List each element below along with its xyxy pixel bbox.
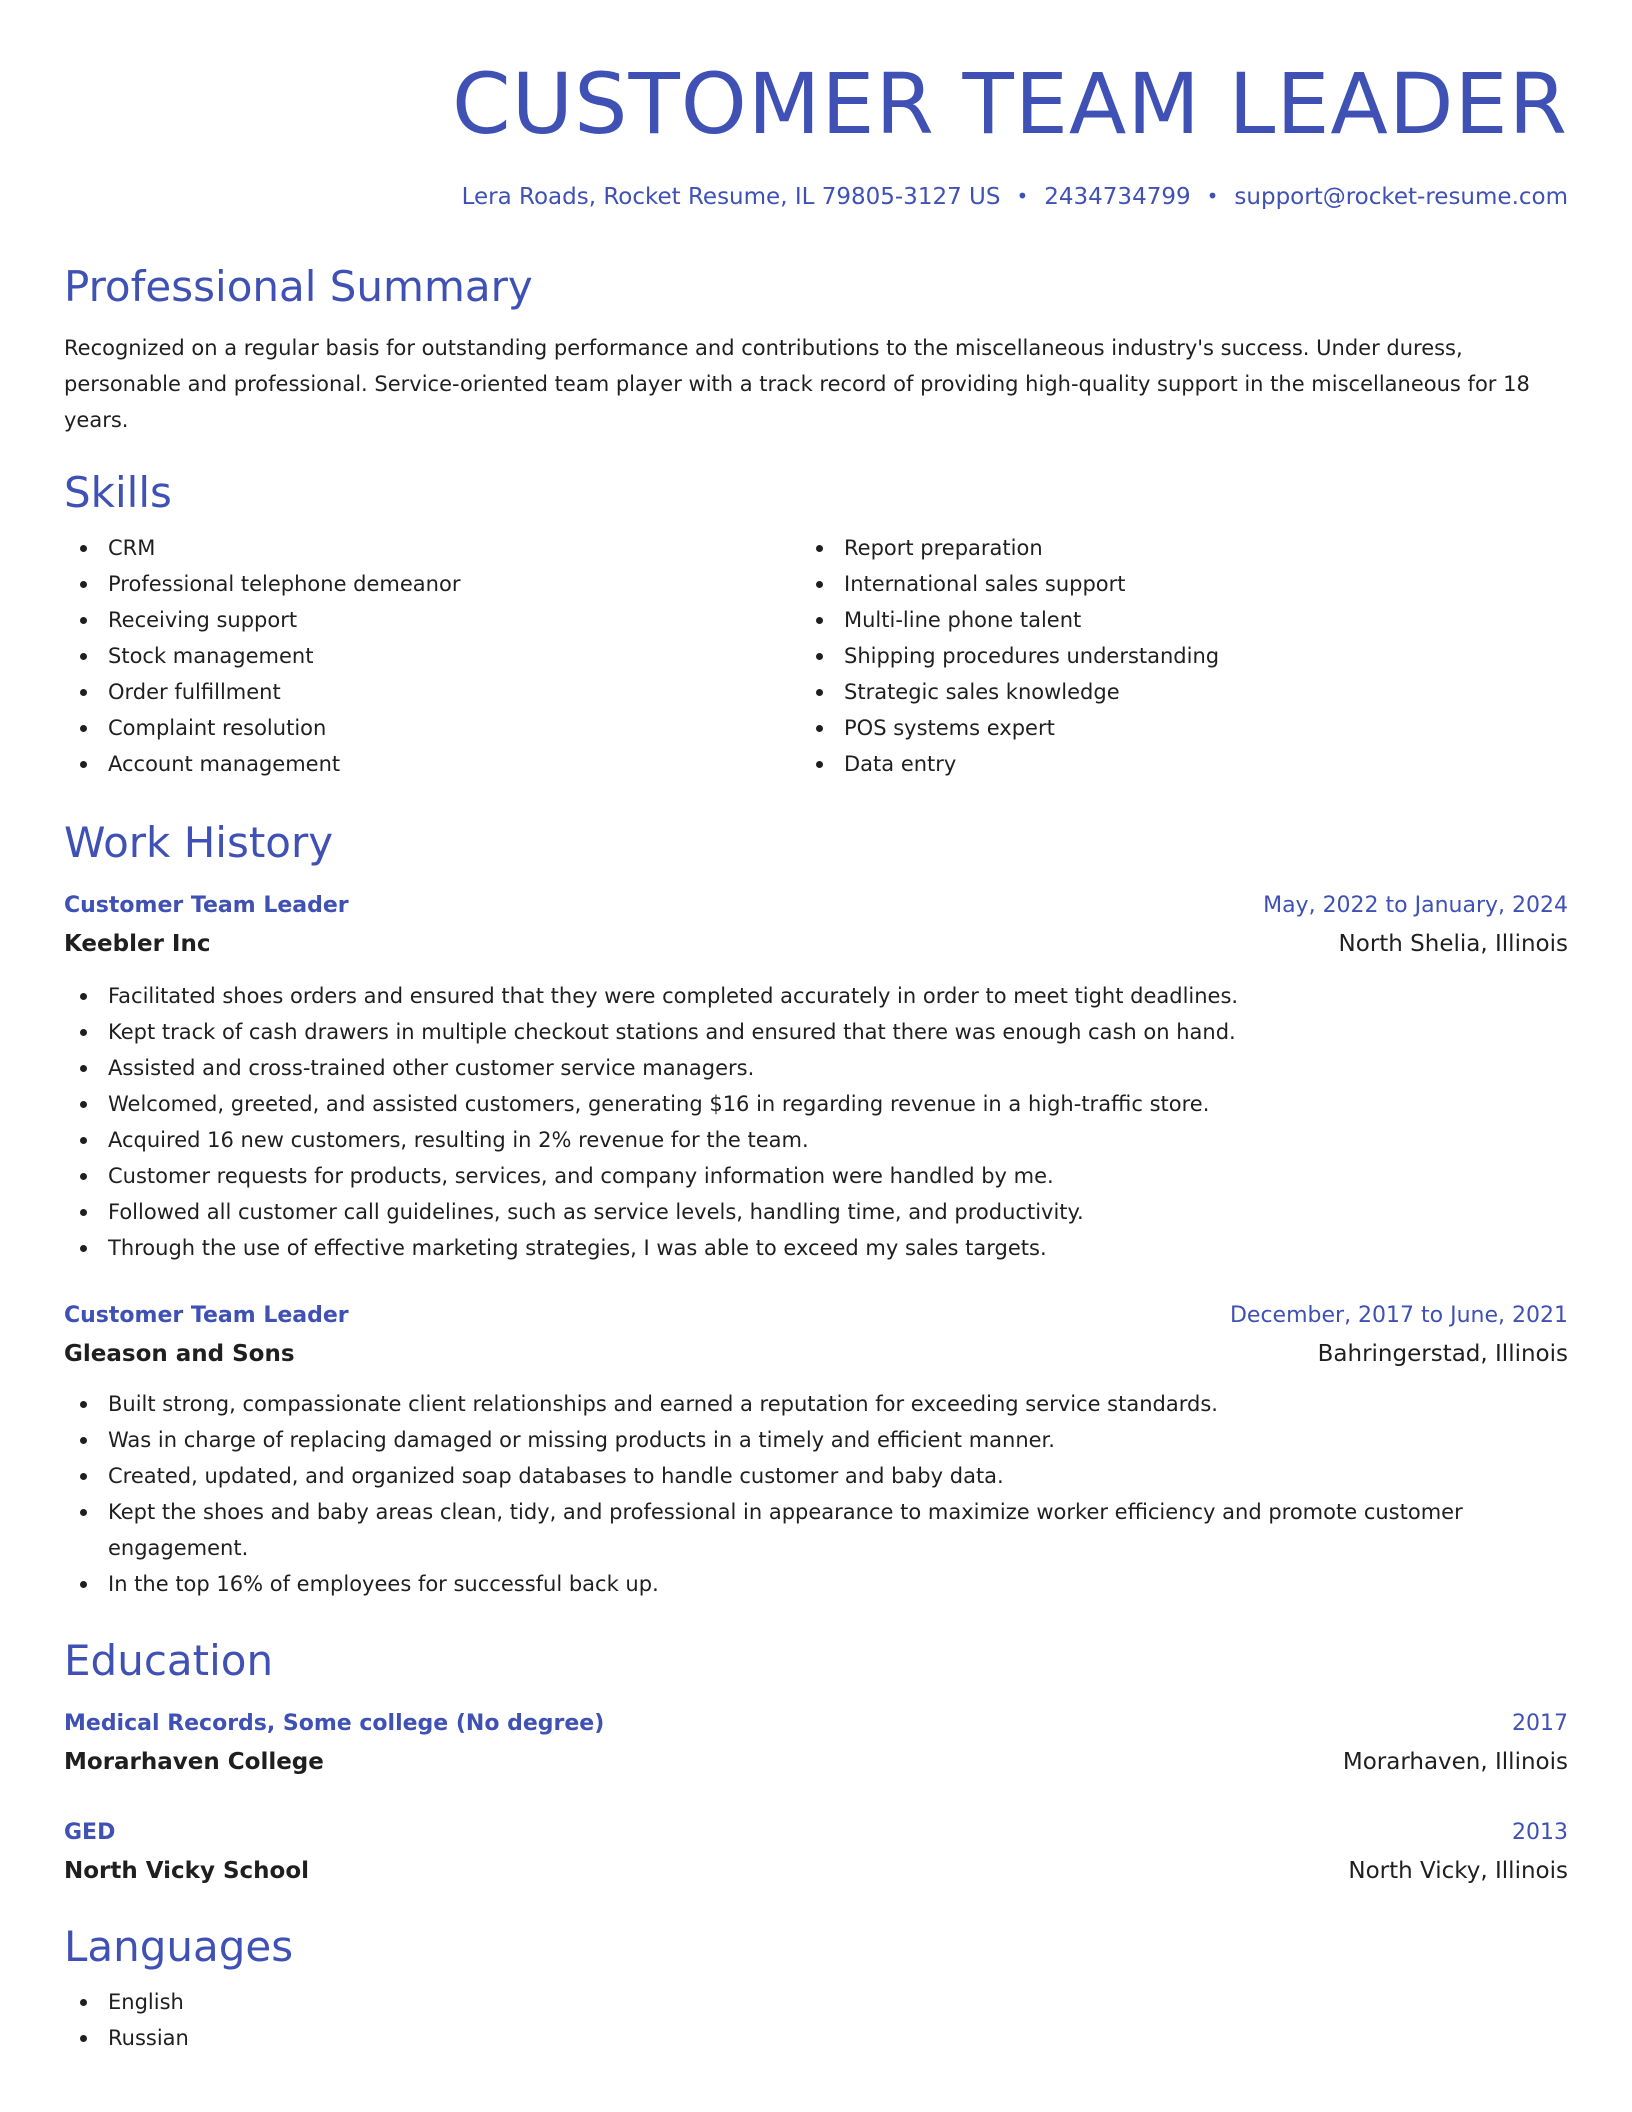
skills-list-left [64, 530, 800, 782]
language-item: English [64, 1984, 1568, 2020]
summary-text: Recognized on a regular basis for outstanding performance and contributions to the miscellaneous industry's success. Under duress, personable and professional. Service-oriented team player with a track record of providing high-quality support in the miscellaneous for 18 years. [64, 336, 1530, 432]
job-bullet: In the top 16% of employees for successful back up. [64, 1566, 1568, 1602]
job-bullet: Facilitated shoes orders and ensured that they were completed accurately in order to meet tight deadlines. [64, 978, 1568, 1014]
skills-list-right [800, 530, 1536, 782]
skills-section [64, 468, 1568, 782]
section-heading: Skills [64, 468, 172, 517]
skill-item: International sales support [800, 566, 1536, 602]
job-bullet: Welcomed, greeted, and assisted customers, generating $16 in regarding revenue in a high-traffic store. [64, 1086, 1568, 1122]
job-title: Customer Team Leader [64, 893, 349, 918]
skill-item: Professional telephone demeanor [64, 566, 800, 602]
contact-email: support@rocket-resume.com [1234, 184, 1568, 210]
job-bullet: Customer requests for products, services, and company information were handled by me. [64, 1158, 1568, 1194]
job-dates: December, 2017 to June, 2021 [1229, 1303, 1568, 1328]
job-bullet: Kept track of cash drawers in multiple checkout stations and ensured that there was enough cash on hand. [64, 1014, 1568, 1050]
education-subheader [64, 1742, 1568, 1782]
job-bullet: Assisted and cross-trained other customer service managers. [64, 1050, 1568, 1086]
job-bullet: Followed all customer call guidelines, such as service levels, handling time, and productivity. [64, 1194, 1568, 1230]
section-heading: Professional Summary [64, 262, 533, 311]
skill-item: Report preparation [800, 530, 1536, 566]
skill-item: Account management [64, 746, 800, 782]
skill-item: Multi-line phone talent [800, 602, 1536, 638]
skill-item: Shipping procedures understanding [800, 638, 1536, 674]
skill-item: Strategic sales knowledge [800, 674, 1536, 710]
skill-item: Order fulfillment [64, 674, 800, 710]
skills-grid [64, 530, 1568, 782]
contact-phone: 2434734799 [1044, 184, 1191, 210]
education-degree: GED [64, 1820, 116, 1845]
job-header [64, 888, 1568, 924]
section-heading: Work History [64, 818, 334, 867]
job-bullets [64, 1386, 1568, 1602]
job-bullet: Was in charge of replacing damaged or missing products in a timely and efficient manner. [64, 1422, 1568, 1458]
skill-item: Receiving support [64, 602, 800, 638]
education-year: 2013 [1512, 1820, 1568, 1845]
education-header [64, 1706, 1568, 1742]
job-bullet: Kept the shoes and baby areas clean, tidy, and professional in appearance to maximize worker efficiency and promote customer engagement. [64, 1494, 1568, 1566]
job-entry [64, 1298, 1568, 1602]
education-entry [64, 1815, 1568, 1891]
skill-item: Stock management [64, 638, 800, 674]
education-location: North Vicky, Illinois [1348, 1858, 1568, 1884]
education-subheader [64, 1851, 1568, 1891]
job-company: Gleason and Sons [64, 1341, 295, 1367]
job-location: Bahringerstad, Illinois [1317, 1341, 1568, 1367]
language-item: Russian [64, 2020, 1568, 2056]
job-header [64, 1298, 1568, 1334]
skill-item: Data entry [800, 746, 1536, 782]
education-header [64, 1815, 1568, 1851]
job-bullet: Through the use of effective marketing strategies, I was able to exceed my sales targets. [64, 1230, 1568, 1266]
skill-item: Complaint resolution [64, 710, 800, 746]
job-bullet: Acquired 16 new customers, resulting in 2% revenue for the team. [64, 1122, 1568, 1158]
languages-section [64, 1922, 1568, 2056]
summary-section [64, 262, 1568, 438]
skill-item: POS systems expert [800, 710, 1536, 746]
education-degree: Medical Records, Some college (No degree) [64, 1711, 605, 1736]
contact-address: Lera Roads, Rocket Resume, IL 79805-3127 US [461, 184, 1001, 210]
job-bullet: Built strong, compassionate client relationships and earned a reputation for exceeding service standards. [64, 1386, 1568, 1422]
education-entry [64, 1706, 1568, 1782]
separator-dot: • [1016, 184, 1029, 208]
section-heading: Languages [64, 1922, 294, 1971]
job-bullets [64, 978, 1568, 1266]
education-location: Morarhaven, Illinois [1342, 1749, 1568, 1775]
job-company: Keebler Inc [64, 931, 211, 957]
section-heading: Education [64, 1636, 274, 1685]
skill-item: CRM [64, 530, 800, 566]
contact-line [64, 186, 1568, 209]
education-school: Morarhaven College [64, 1749, 324, 1775]
education-section [64, 1636, 1568, 1685]
languages-list [64, 1984, 1568, 2056]
resume-title: CUSTOMER TEAM LEADER [452, 55, 1568, 153]
job-dates: May, 2022 to January, 2024 [1263, 893, 1568, 918]
education-year: 2017 [1512, 1711, 1568, 1736]
job-bullet: Created, updated, and organized soap databases to handle customer and baby data. [64, 1458, 1568, 1494]
job-title: Customer Team Leader [64, 1303, 349, 1328]
education-school: North Vicky School [64, 1858, 310, 1884]
job-subheader [64, 1334, 1568, 1374]
work-history-section [64, 818, 1568, 867]
job-subheader [64, 924, 1568, 964]
job-location: North Shelia, Illinois [1338, 931, 1568, 957]
separator-dot: • [1206, 184, 1219, 208]
job-entry [64, 888, 1568, 1266]
